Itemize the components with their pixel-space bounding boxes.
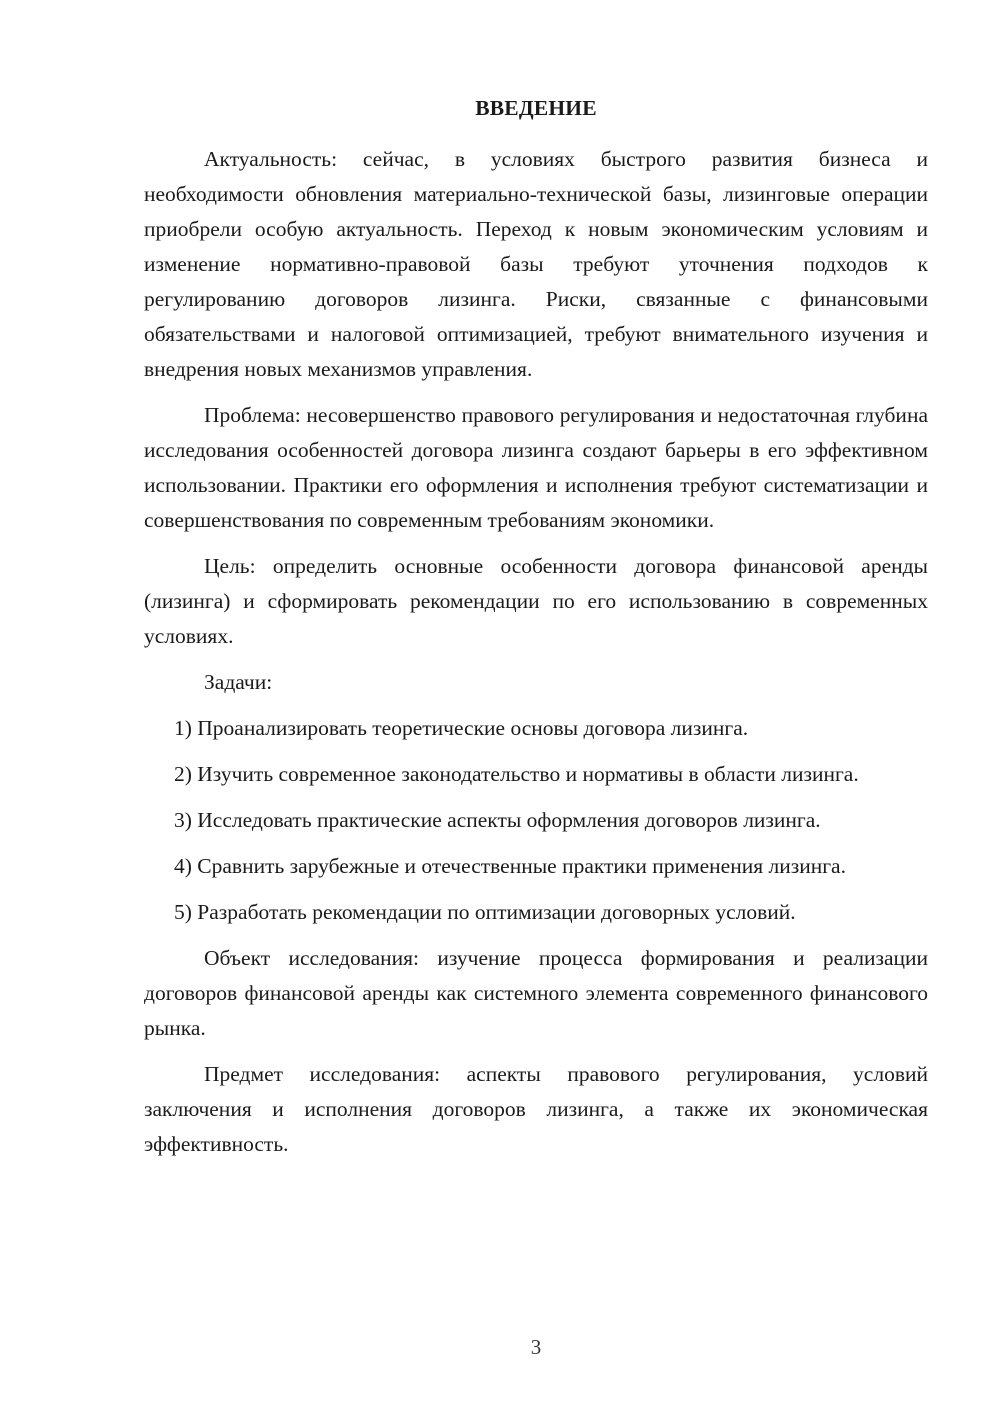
task-item: 2) Изучить современное законодательство и нормативы в области лизинга. (174, 762, 859, 786)
page-number: 3 (530, 1335, 542, 1359)
task-item: 4) Сравнить зарубежные и отечественные практики применения лизинга. (174, 854, 846, 878)
task-item: 1) Проанализировать теоретические основы договора лизинга. (174, 716, 749, 740)
document-body (144, 142, 928, 1173)
research-object-paragraph: Объект исследования: изучение процесса формирования и реализации договоров финансовой аренды как системного элемента современного финансового рынка. (144, 946, 928, 1040)
relevance-paragraph: Актуальность: сейчас, в условиях быстрого развития бизнеса и необходимости обновления материально-технической базы, лизинговые операции приобрели особую актуальность. Переход к новым экономическим условиям и изменение нормативно-правовой базы требуют уточнения подходов к регулированию договоров лизинга. Риски, связанные с финансовыми обязательствами и налоговой оптимизацией, требуют внимательного изучения и внедрения новых механизмов управления. (144, 147, 928, 381)
section-heading: ВВЕДЕНИЕ (475, 96, 597, 120)
research-subject-paragraph: Предмет исследования: аспекты правового регулирования, условий заключения и исполнения договоров лизинга, а также их экономическая эффективность. (144, 1062, 928, 1156)
task-item: 5) Разработать рекомендации по оптимизации договорных условий. (174, 900, 796, 924)
task-item: 3) Исследовать практические аспекты оформления договоров лизинга. (174, 808, 821, 832)
goal-paragraph: Цель: определить основные особенности договора финансовой аренды (лизинга) и сформировать рекомендации по его использованию в современных условиях. (144, 554, 928, 648)
tasks-label: Задачи: (204, 670, 273, 694)
problem-paragraph: Проблема: несовершенство правового регулирования и недостаточная глубина исследования особенностей договора лизинга создают барьеры в его эффективном использовании. Практики его оформления и исполнения требуют систематизации и совершенствования по современным требованиям экономики. (144, 403, 928, 532)
